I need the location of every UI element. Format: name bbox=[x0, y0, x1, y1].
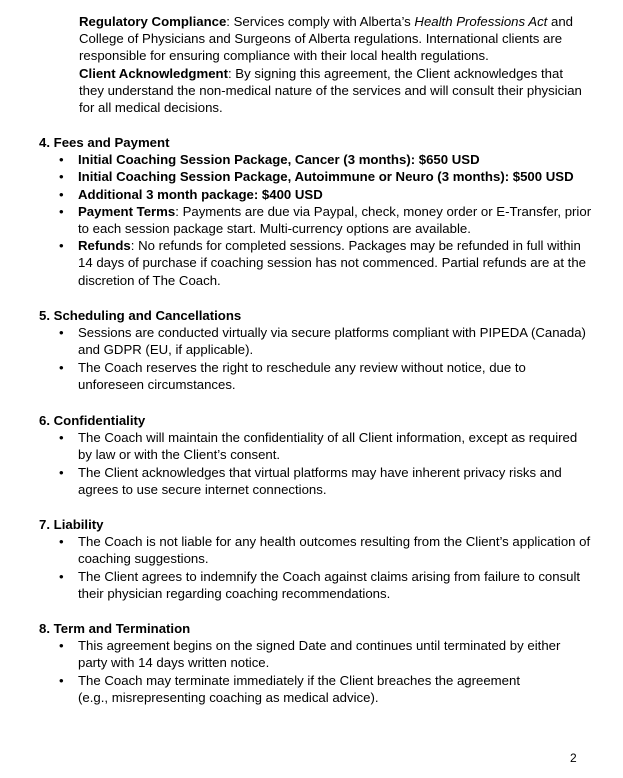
list-item-bold: Refunds bbox=[78, 238, 131, 254]
regulatory-compliance-label: Regulatory Compliance bbox=[79, 14, 227, 29]
section-confidentiality bbox=[39, 412, 594, 498]
bullet-icon: • bbox=[59, 203, 64, 219]
bullet-icon: • bbox=[59, 169, 64, 185]
section-heading: 8. Term and Termination bbox=[39, 621, 191, 636]
section-term-and-termination bbox=[39, 620, 594, 706]
health-professions-act-title: Health Professions Act bbox=[414, 14, 548, 29]
list-item bbox=[39, 464, 593, 498]
list-item-text: The Client agrees to indemnify the Coach against claims arising from failure to consult their physician regarding coaching recommendations. bbox=[78, 568, 581, 601]
section-heading: 6. Confidentiality bbox=[39, 413, 146, 428]
bullet-icon: • bbox=[59, 359, 64, 375]
bullet-icon: • bbox=[59, 568, 64, 584]
section-scheduling-and-cancellations bbox=[39, 307, 594, 393]
bullet-icon: • bbox=[59, 325, 64, 341]
list-item bbox=[39, 533, 593, 567]
list-item-text: The Coach is not liable for any health outcomes resulting from the Client’s application of coaching suggestions. bbox=[78, 534, 591, 567]
section-liability bbox=[39, 516, 594, 602]
section-fees-and-payment bbox=[39, 134, 594, 289]
list-item bbox=[39, 237, 593, 289]
client-acknowledgment-label: Client Acknowledgment bbox=[79, 65, 228, 81]
list-item bbox=[39, 186, 593, 203]
list-item-text: The Coach will maintain the confidentiality of all Client information, except as required by law or with the Client’s consent. bbox=[78, 430, 578, 463]
list-item bbox=[39, 324, 593, 358]
bullet-icon: • bbox=[59, 186, 64, 202]
bullet-icon: • bbox=[59, 534, 64, 550]
bullet-list bbox=[39, 151, 594, 289]
regulatory-compliance-paragraph bbox=[79, 13, 589, 65]
list-item bbox=[39, 672, 593, 706]
list-item-text: The Client acknowledges that virtual platforms may have inherent privacy risks and agrees to use secure internet connections. bbox=[78, 464, 562, 497]
list-item bbox=[39, 359, 593, 393]
list-item-text: The Coach reserves the right to reschedule any review without notice, due to unforeseen circumstances. bbox=[78, 359, 526, 392]
list-item-text-line-2: (e.g., misrepresenting coaching as medical advice). bbox=[78, 689, 379, 705]
list-item-text-line-1: The Coach may terminate immediately if the Client breaches the agreement bbox=[78, 672, 520, 688]
list-item bbox=[39, 203, 593, 237]
regulatory-compliance-text-2: and College of Physicians and Surgeons of Alberta regulations. International clients are responsible for ensuring compliance with their local health regulations. bbox=[79, 14, 574, 64]
bullet-icon: • bbox=[59, 152, 64, 168]
page-number: 2 bbox=[570, 751, 577, 765]
list-item bbox=[39, 151, 593, 168]
bullet-icon: • bbox=[59, 638, 64, 654]
list-item-bold: Additional 3 month package: $400 USD bbox=[78, 186, 323, 202]
intro-block bbox=[79, 13, 589, 116]
regulatory-compliance-text-1: : Services comply with Alberta’s bbox=[226, 14, 415, 29]
bullet-icon: • bbox=[59, 672, 64, 688]
list-item-text: : No refunds for completed sessions. Packages may be refunded in full within 14 days of purchase if coaching session has not commenced. Partial refunds are at the discretion of The Coach. bbox=[78, 238, 587, 288]
list-item-text: Sessions are conducted virtually via secure platforms compliant with PIPEDA (Canada) and GDPR (EU, if applicable). bbox=[78, 325, 586, 358]
bullet-list bbox=[39, 429, 594, 498]
list-item-bold: Initial Coaching Session Package, Cancer (3 months): $650 USD bbox=[78, 152, 480, 168]
bullet-list bbox=[39, 324, 594, 393]
list-item-bold: Initial Coaching Session Package, Autoimmune or Neuro (3 months): $500 USD bbox=[78, 169, 574, 185]
section-heading: 4. Fees and Payment bbox=[39, 135, 170, 150]
list-item bbox=[39, 568, 593, 602]
list-item-text: This agreement begins on the signed Date and continues until terminated by either party with 14 days written notice. bbox=[78, 638, 561, 671]
list-item-bold: Payment Terms bbox=[78, 203, 176, 219]
bullet-icon: • bbox=[59, 430, 64, 446]
list-item bbox=[39, 168, 593, 185]
list-item bbox=[39, 429, 593, 463]
bullet-icon: • bbox=[59, 464, 64, 480]
bullet-icon: • bbox=[59, 238, 64, 254]
bullet-list bbox=[39, 637, 594, 706]
list-item-text: : Payments are due via Paypal, check, money order or E-Transfer, prior to each session package start. Multi-currency options are available. bbox=[78, 203, 592, 237]
client-acknowledgment-paragraph bbox=[79, 65, 589, 117]
section-heading: 5. Scheduling and Cancellations bbox=[39, 308, 242, 323]
client-acknowledgment-text: : By signing this agreement, the Client acknowledges that they understand the non-medical nature of the services and will consult their physician for all medical decisions. bbox=[79, 65, 582, 116]
section-heading: 7. Liability bbox=[39, 517, 104, 532]
bullet-list bbox=[39, 533, 594, 602]
list-item bbox=[39, 637, 593, 671]
